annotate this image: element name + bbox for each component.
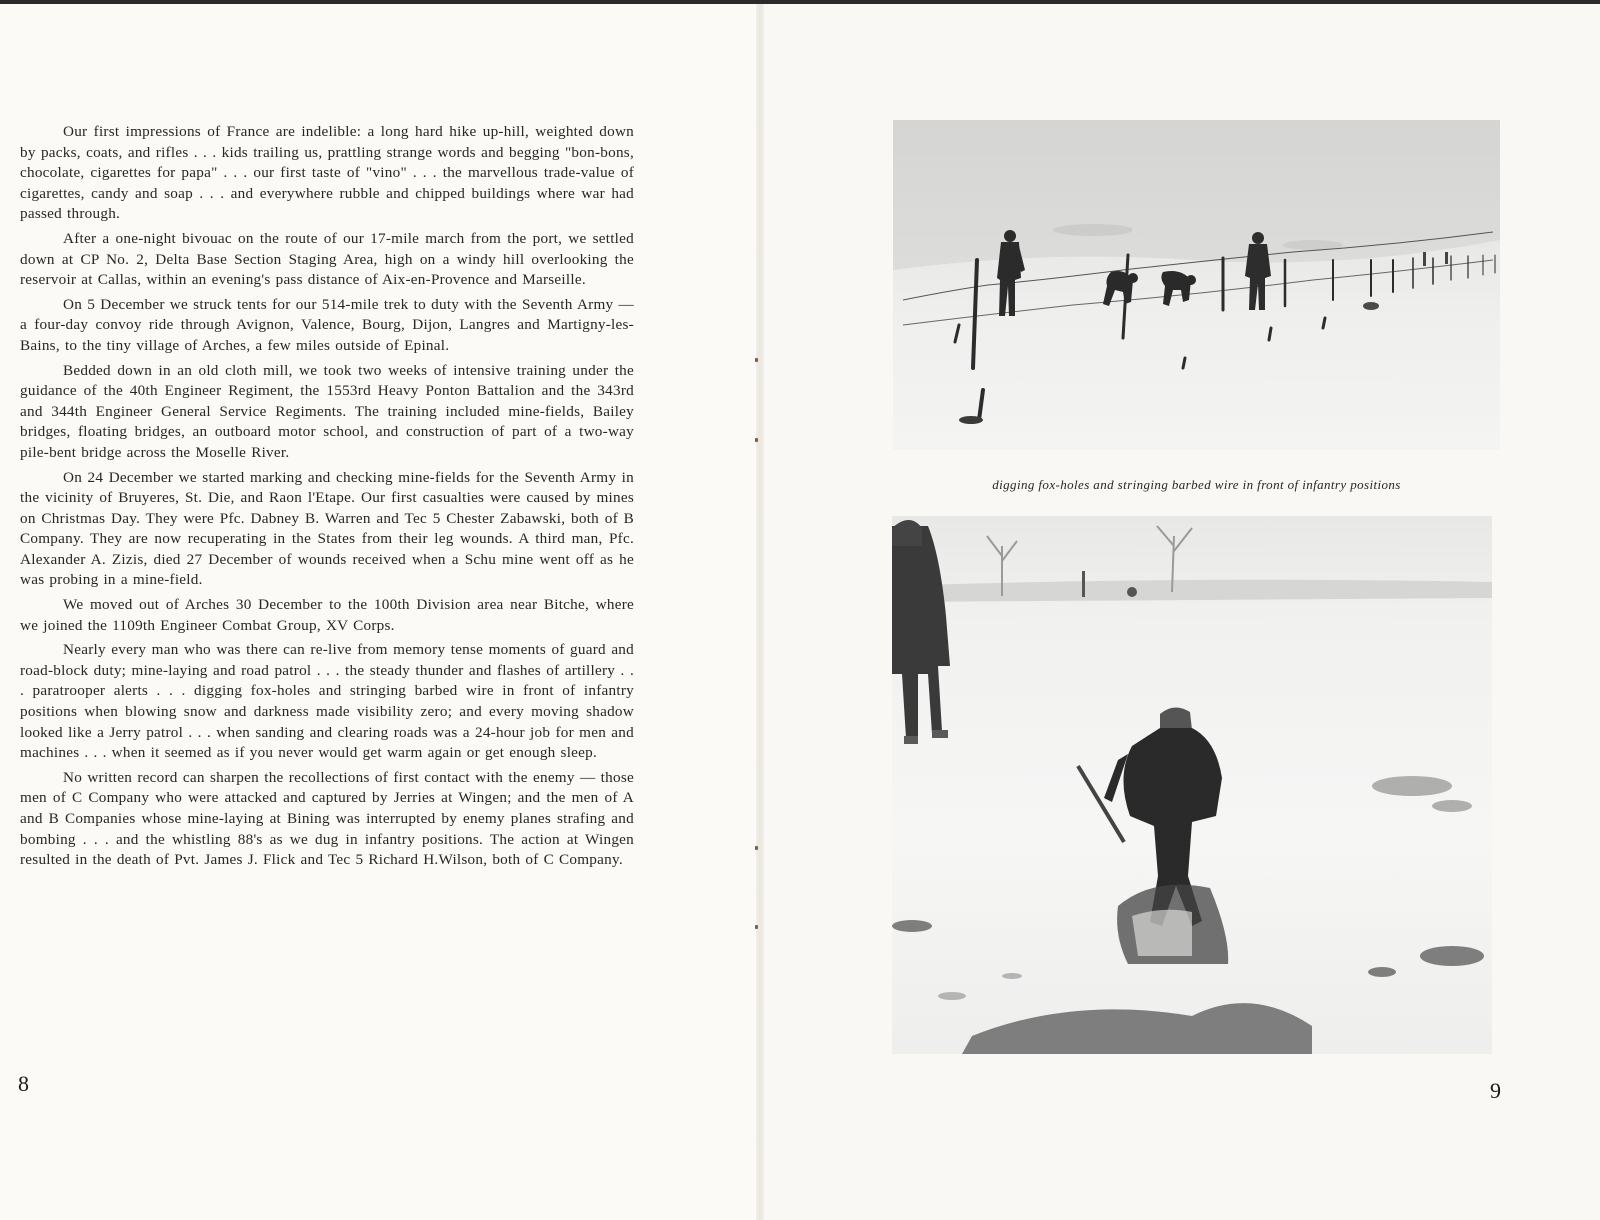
paragraph-5: On 24 December we started marking and checking mine-fields for the Seventh Army in the vicinity of Bruyeres, St. Die, and Raon l'Etape. Our first casualties were caused by mines on Christmas Day. They were Pfc. Dabney B. Warren and Tec 5 Chester Zabawski, both of B Company. They are now recuperating in the States from their leg wounds. A third man, Pfc. Alexander A. Zizis, died 27 December of wounds received when a Schu mine went off as he was probing in a mine-field.: [20, 468, 634, 589]
paragraph-7: Nearly every man who was there can re-live from memory tense moments of guard and road-block duty; mine-laying and road patrol . . . the steady thunder and flashes of artillery . . . paratrooper alerts . . . digging fox-holes and stringing barbed wire in front of infantry positions when blowing snow and darkness made visibility zero; and every moving shadow looked like a Jerry patrol . . . when sanding and clearing roads was a 24-hour job for men and machines . . . when it seemed as if you never would get warm again or get enough sleep.: [20, 641, 634, 762]
left-page: [0, 4, 760, 1220]
paragraph-3: On 5 December we struck tents for our 514-mile trek to duty with the Seventh Army — a four-day convoy ride through Avignon, Valence, Bourg, Dijon, Langres and Martigny-les-Bains, to the tiny village of Arches, a few miles outside of Epinal.: [20, 295, 634, 354]
photo-digging-foxhole: [892, 516, 1492, 1054]
paragraph-1: Our first impressions of France are indelible: a long hard hike up-hill, weighted down by packs, coats, and rifles . . . kids trailing us, prattling strange words and begging "bon-bons, chocolate, cigarettes for papa" . . . our first taste of "vino" . . . the marvellous trade-value of cigarettes, candy and soap . . . and everywhere rubble and chipped buildings where war had passed through.: [20, 123, 634, 223]
staple-mark: [755, 438, 758, 442]
paragraph-2: After a one-night bivouac on the route of our 17-mile march from the port, we settled down at CP No. 2, Delta Base Section Staging Area, high on a windy hill overlooking the reservoir at Callas, within an evening's pass distance of Aix-en-Provence and Marseille.: [20, 229, 634, 289]
paragraph-4: Bedded down in an old cloth mill, we took two weeks of intensive training under the guidance of the 40th Engineer Regiment, the 1553rd Heavy Ponton Battalion and the 343rd and 344th Engineer General Service Regiments. The training included mine-fields, Bailey bridges, floating bridges, an outboard motor school, and construction of part of a two-way pile-bent bridge across the Moselle River.: [20, 361, 634, 461]
photo-caption: digging fox-holes and stringing barbed wire in front of infantry positions: [992, 477, 1401, 492]
staple-mark: [755, 925, 758, 929]
paragraph-8: No written record can sharpen the recollections of first contact with the enemy — those men of C Company who were attacked and captured by Jerries at Wingen; and the men of A and B Companies whose mine-laying at Bining was interrupted by enemy planes strafing and bombing . . . and the whistling 88's as we dug in infantry positions. The action at Wingen resulted in the death of Pvt. James J. Flick and Tec 5 Richard H.Wilson, both of C Company.: [20, 768, 634, 869]
paragraph-6: We moved out of Arches 30 December to the 100th Division area near Bitche, where we joined the 1109th Engineer Combat Group, XV Corps.: [20, 596, 634, 634]
body-text: [20, 122, 634, 875]
book-spread: [0, 4, 1600, 1220]
staple-mark: [755, 358, 758, 362]
binding-gutter: [756, 4, 764, 1220]
staple-mark: [755, 846, 758, 850]
page-number-right: 9: [1490, 1078, 1501, 1103]
photo-barbed-wire: [893, 120, 1500, 450]
page-number-left: 8: [18, 1071, 29, 1096]
